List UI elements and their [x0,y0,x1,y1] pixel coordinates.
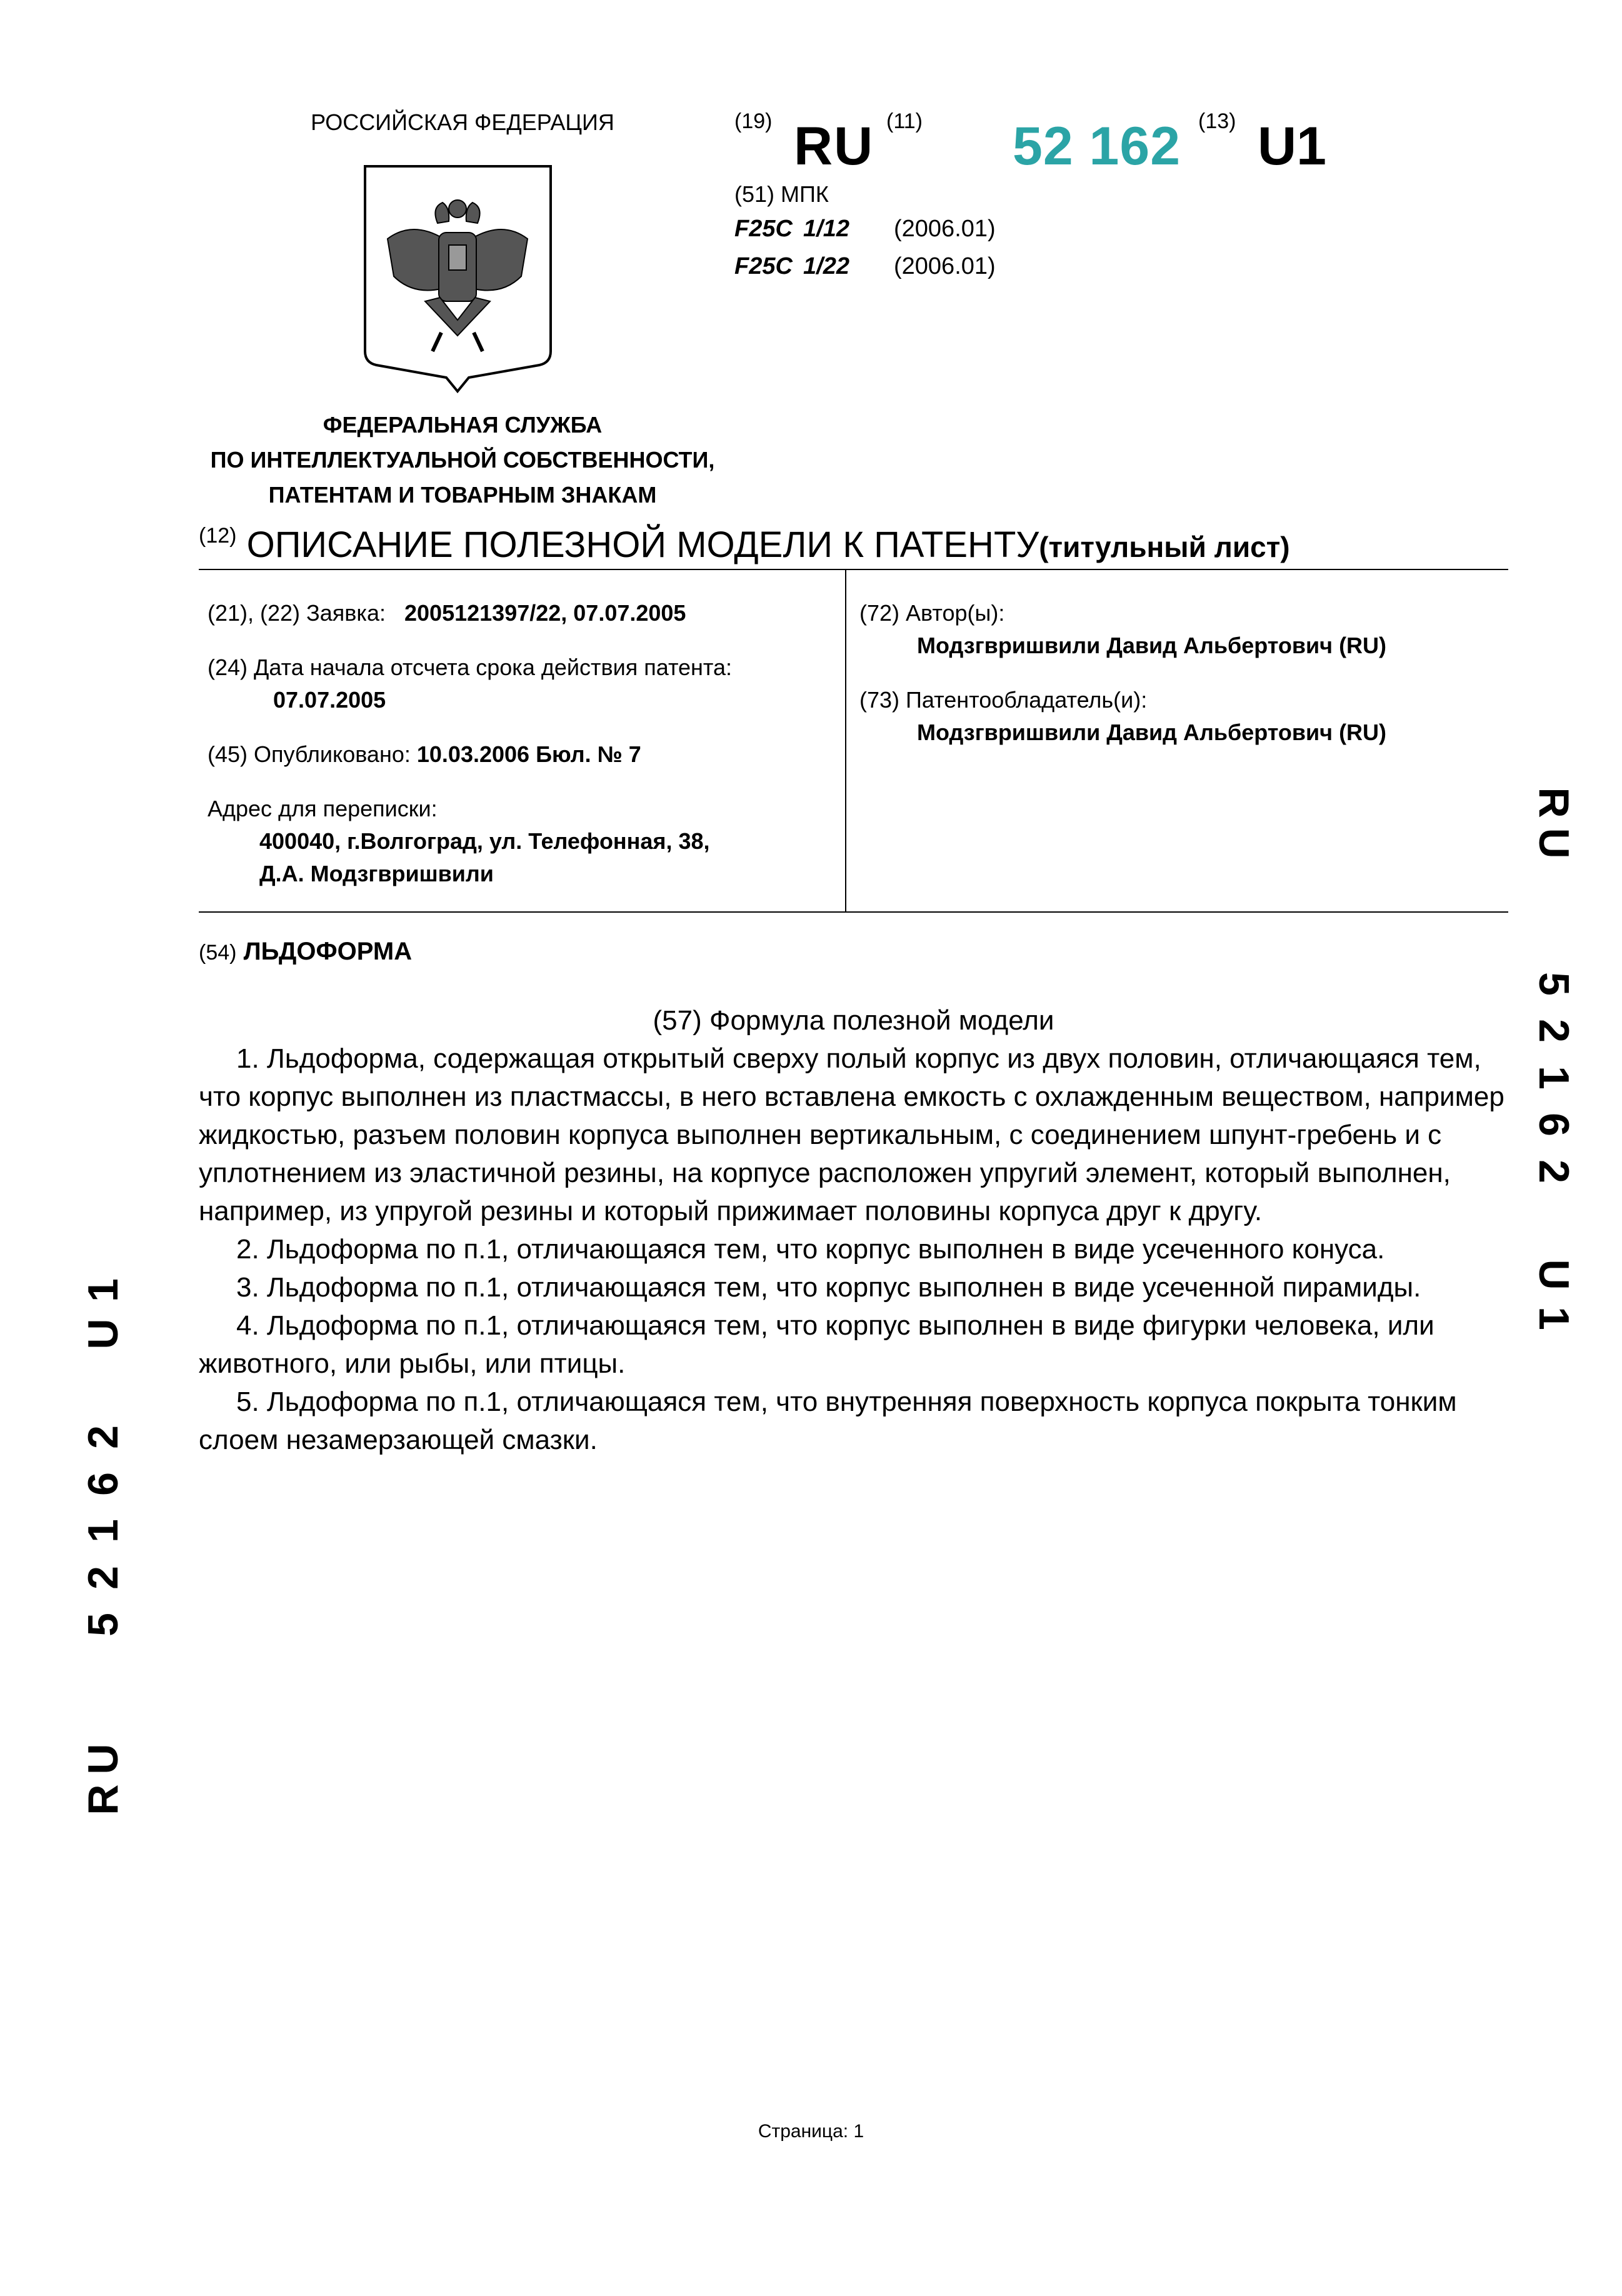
ipc-version: (2006.01) [894,216,996,242]
start-date-value: 07.07.2005 [273,687,386,713]
side-mark-char: 1 [79,1278,127,1302]
claim-item: 3. Льдоформа по п.1, отличающаяся тем, что корпус выполнен в виде усеченной пирамиды. [236,1272,1421,1303]
ipc-row [734,216,996,243]
patent-number: 52 162 [1013,116,1181,176]
address-label: Адрес для переписки: [208,796,438,821]
side-mark-char: 1 [1530,1066,1578,1090]
document-title [199,524,1290,566]
side-mark-char: U [1530,1259,1578,1290]
invention-title: ЛЬДОФОРМА [243,938,413,965]
published-label: (45) Опубликовано: [208,741,411,767]
document-title-suffix: (титульный лист) [1039,531,1290,563]
side-mark-char: 2 [79,1425,127,1449]
side-mark-char: R [1530,787,1578,818]
ipc-class: F25C [734,216,793,242]
page-number: Страница: 1 [758,2121,864,2142]
application-field [208,597,686,629]
formula-heading: (57) Формула полезной модели [653,1005,1054,1036]
ipc-row [734,253,996,280]
start-date-label: (24) Дата начала отсчета срока действия патента: [208,654,733,680]
document-title-main: ОПИСАНИЕ ПОЛЕЗНОЙ МОДЕЛИ К ПАТЕНТУ [246,524,1039,565]
side-mark-char: U [1530,828,1578,859]
published-value: 10.03.2006 Бюл. № 7 [416,741,641,767]
agency-line-1: ФЕДЕРАЛЬНАЯ СЛУЖБА [323,412,603,438]
owner-label: (73) Патентообладатель(и): [859,687,1148,713]
application-value: 2005121397/22, 07.07.2005 [404,600,686,626]
claim-item: 2. Льдоформа по п.1, отличающаяся тем, что корпус выполнен в виде усеченного конуса. [236,1234,1385,1265]
code-13: (13) [1198,109,1236,133]
claim-item: 1. Льдоформа, содержащая открытый сверху полый корпус из двух половин, отличающаяся тем, что корпус выполнен из пластмассы, в него вставлена емкость с охлажденным веществом, например жидкостью, разъем половин корпуса выполнен вертикальным, с соединением шпунт-гребень и с уплотнением из эластичной резины, на корпусе расположен упругий элемент, который выполнен, например, из упругой резины и который прижимает половины корпуса друг к другу. [199,1043,1504,1226]
claim-item: 5. Льдоформа по п.1, отличающаяся тем, что внутренняя поверхность корпуса покрыта тонким слоем незамерзающей смазки. [199,1386,1457,1455]
ipc-group: 1/12 [803,216,849,242]
ipc-label: (51) МПК [734,181,829,207]
agency-name [181,408,744,513]
kind-code: U1 [1258,116,1326,176]
side-mark-char: 1 [79,1519,127,1543]
address-line-2: Д.А. Модзгвришвили [259,861,494,886]
side-mark-char: 5 [79,1613,127,1637]
ipc-version: (2006.01) [894,253,996,279]
country-code: RU [794,116,874,176]
side-mark-char: R [79,1784,127,1815]
divider-top [199,569,1508,570]
author-value: Модзгвришвили Давид Альбертович (RU) [917,633,1387,658]
side-mark-char: 5 [1530,972,1578,996]
state-emblem-icon [363,164,553,394]
side-mark-left [78,1263,128,1825]
country-name: РОССИЙСКАЯ ФЕДЕРАЦИЯ [311,109,614,135]
invention-name [199,938,412,966]
divider-vertical [845,570,846,911]
agency-line-2: ПО ИНТЕЛЛЕКТУАЛЬНОЙ СОБСТВЕННОСТИ, [210,447,715,473]
published-field [208,738,641,771]
code-54: (54) [199,941,237,965]
agency-line-3: ПАТЕНТАМ И ТОВАРНЫМ ЗНАКАМ [268,482,657,508]
claims-list [199,1040,1518,1459]
side-mark-char: 2 [79,1566,127,1590]
code-11: (11) [886,109,923,133]
ipc-class: F25C [734,253,793,279]
owner-value: Модзгвришвили Давид Альбертович (RU) [917,719,1387,745]
claim-item: 4. Льдоформа по п.1, отличающаяся тем, что корпус выполнен в виде фигурки человека, или животного, или рыбы, или птицы. [199,1310,1434,1379]
side-mark-char: 6 [1530,1113,1578,1136]
side-mark-char: 2 [1530,1019,1578,1043]
code-19: (19) [734,109,773,133]
divider-bottom [199,911,1508,913]
side-mark-char: 2 [1530,1160,1578,1183]
side-mark-char: 1 [1530,1306,1578,1330]
code-12: (12) [199,524,237,548]
side-mark-char: 6 [79,1472,127,1496]
side-mark-char: U [79,1318,127,1350]
author-label: (72) Автор(ы): [859,600,1005,626]
address-line-1: 400040, г.Волгоград, ул. Телефонная, 38, [259,828,710,854]
side-mark-char: U [79,1743,127,1775]
application-label: (21), (22) Заявка: [208,600,386,626]
ipc-group: 1/22 [803,253,849,279]
